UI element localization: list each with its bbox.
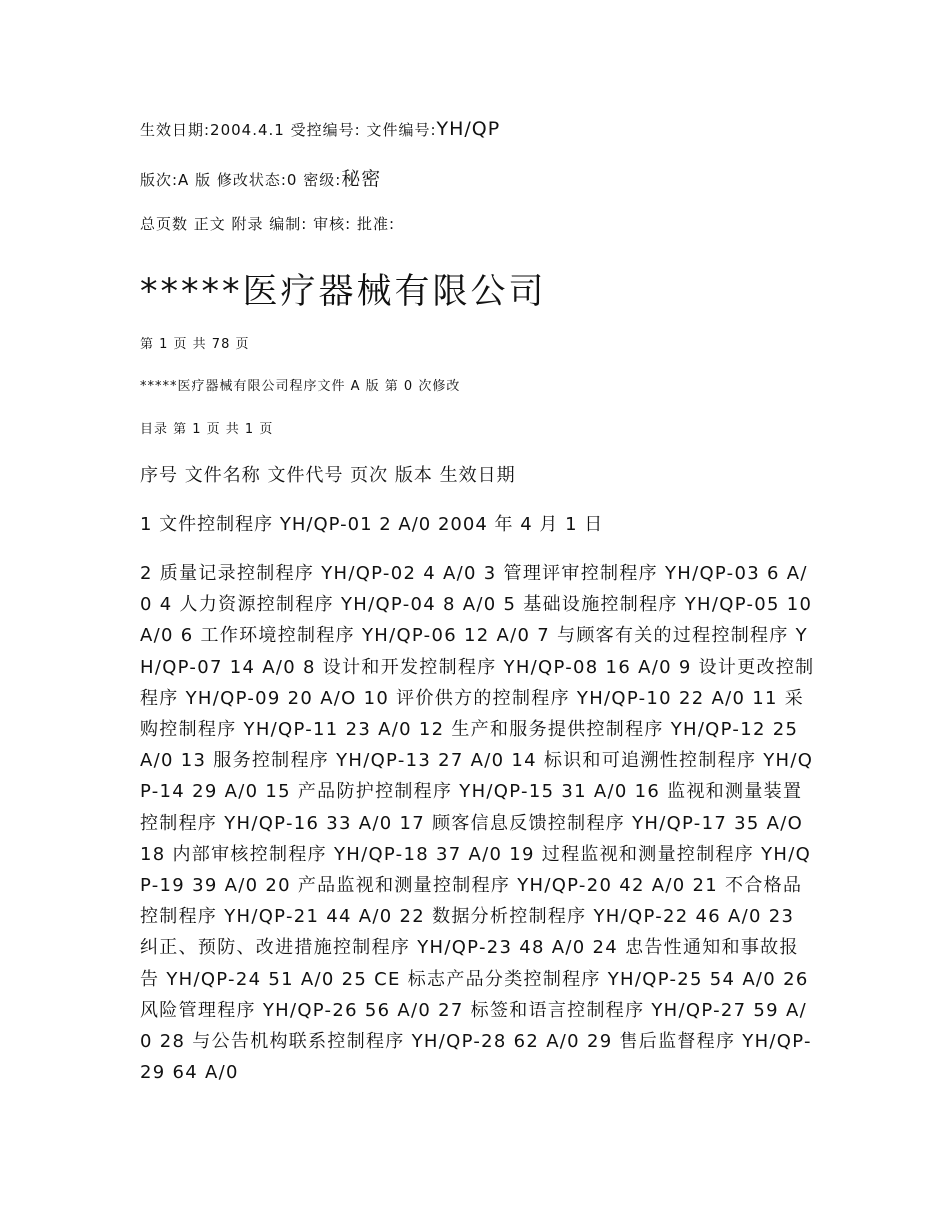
toc-body: 2 质量记录控制程序 YH/QP-02 4 A/0 3 管理评审控制程序 YH/QP-03 6 A/0 4 人力资源控制程序 YH/QP-04 8 A/0 5 基础设施控制程序 YH/QP-05 10 A/0 6 工作环境控制程序 YH/QP-06 12 A/0 7 与顾客有关的过程控制程序 YH/QP-07 14 A/0 8 设计和开发控制程序 YH/QP-08 16 A/0 9 设计更改控制程序 YH/QP-09 20 A/O 10 评价供方的控制程序 YH/QP-10 22 A/0 11 采购控制程序 YH/QP-11 23 A/0 12 生产和服务提供控制程序 YH/QP-12 25 A/0 13 服务控制程序 YH/QP-13 27 A/0 14 标识和可追溯性控制程序 YH/QP-14 29 A/0 15 产品防护控制程序 YH/QP-15 31 A/0 16 监视和测量装置控制程序 YH/QP-16 33 A/0 17 顾客信息反馈控制程序 YH/QP-17 35 A/O 18 内部审核控制程序 YH/QP-18 37 A/0 19 过程监视和测量控制程序 YH/QP-19 39 A/0 20 产品监视和测量控制程序 YH/QP-20 42 A/0 21 不合格品控制程序 YH/QP-21 44 A/0 22 数据分析控制程序 YH/QP-22 46 A/0 23 纠正、预防、改进措施控制程序 YH/QP-23 48 A/0 24 忠告性通知和事故报告 YH/QP-24 51 A/0 25 CE 标志产品分类控制程序 YH/QP-25 54 A/0 26 风险管理程序 YH/QP-26 56 A/0 27 标签和语言控制程序 YH/QP-27 59 A/0 28 与公告机构联系控制程序 YH/QP-28 62 A/0 29 售后监督程序 YH/QP-29 64 A/0 xyxy=(140,563,815,1084)
header-line-1 xyxy=(140,118,500,140)
company-title-wrap xyxy=(140,264,547,314)
company-title: *****医疗器械有限公司 xyxy=(140,272,547,312)
header-line-3 xyxy=(140,213,395,234)
secrecy-level: 秘密 xyxy=(341,168,382,190)
file-code: YH/QP xyxy=(436,118,501,140)
header-line-2 xyxy=(140,164,381,191)
version-text: 版次:A 版 修改状态:0 密级: xyxy=(140,171,342,189)
toc-first-entry: 1 文件控制程序 YH/QP-01 2 A/0 2004 年 4 月 1 日 xyxy=(140,514,604,535)
toc-page-info: 目录 第 1 页 共 1 页 xyxy=(140,422,274,437)
toc-header: 序号 文件名称 文件代号 页次 版本 生效日期 xyxy=(140,465,516,486)
approval-fields: 总页数 正文 附录 编制: 审核: 批准: xyxy=(140,215,396,233)
effective-date-text: 生效日期:2004.4.1 受控编号: 文件编号: xyxy=(140,121,437,139)
doc-subtitle: *****医疗器械有限公司程序文件 A 版 第 0 次修改 xyxy=(140,379,461,394)
page-count: 第 1 页 共 78 页 xyxy=(140,337,250,352)
